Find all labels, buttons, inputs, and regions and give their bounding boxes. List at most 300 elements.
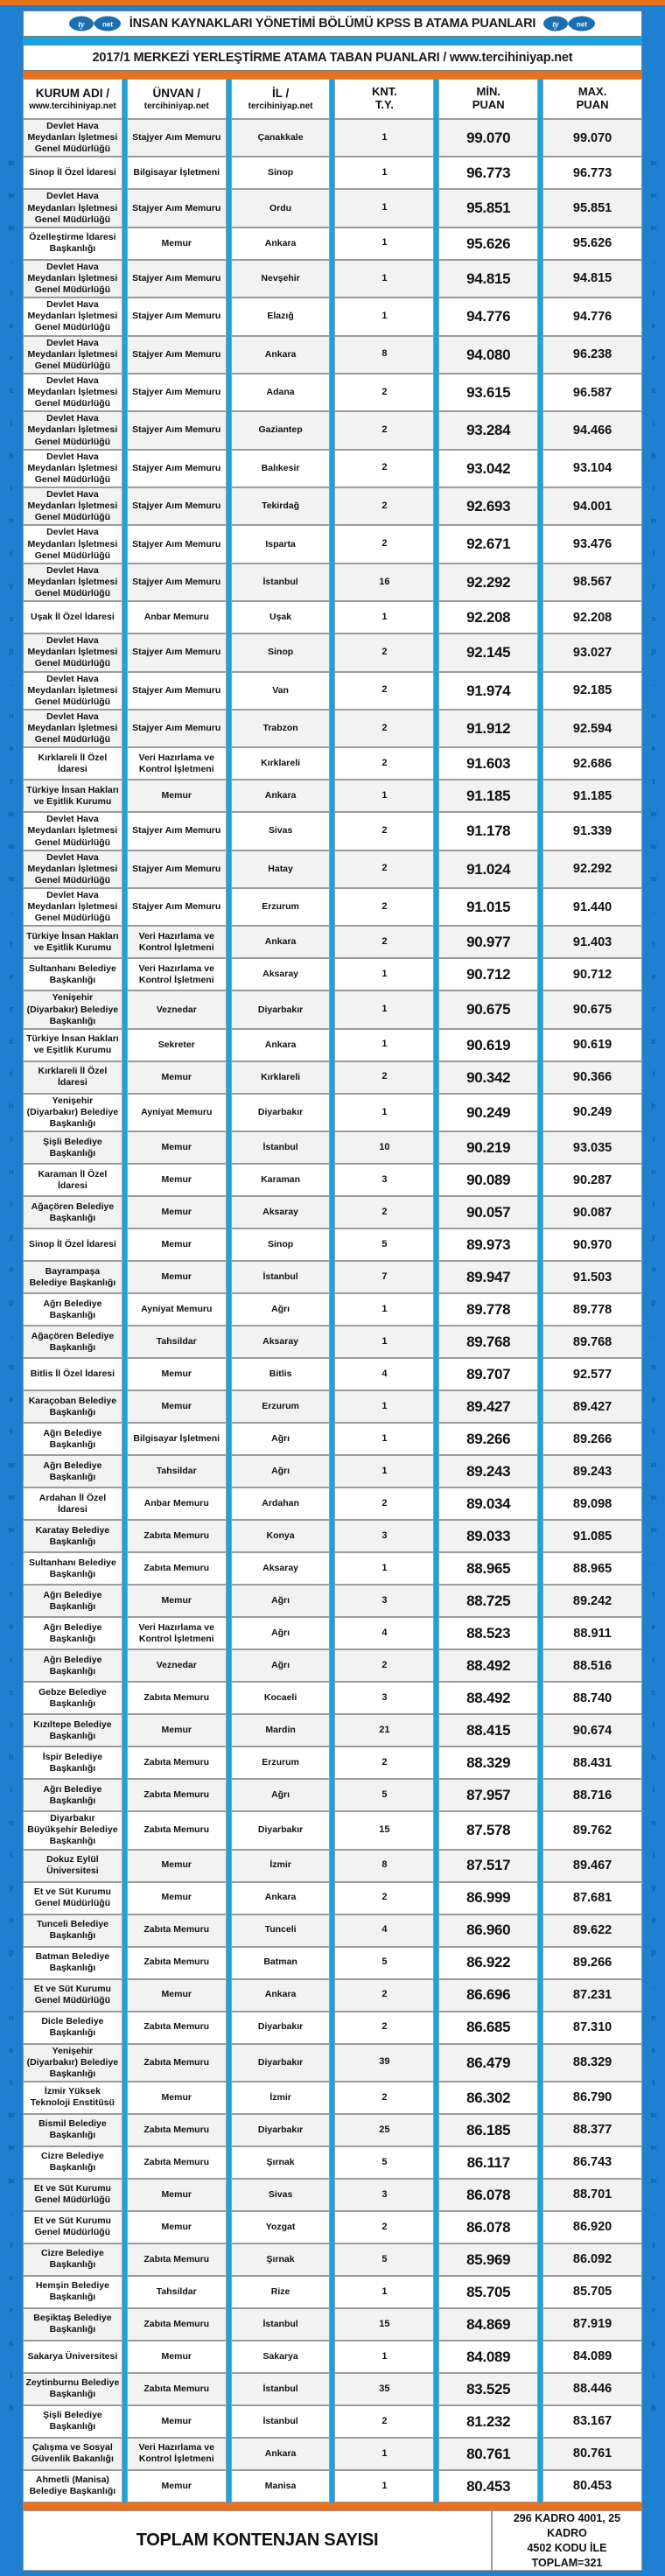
table-row (23, 260, 642, 298)
table-row (23, 1094, 642, 1131)
cell-unvan: Memur (127, 1882, 227, 1914)
cell-min-puan: 90.057 (438, 1196, 538, 1228)
cell-unvan: Stajyer Aım Memuru (127, 374, 227, 411)
cell-max-puan: 89.242 (542, 1585, 642, 1617)
cell-unvan: Anbar Memuru (127, 601, 227, 634)
table-row (23, 1617, 642, 1649)
watermark-letter: w (650, 223, 657, 233)
cell-min-puan: 85.705 (438, 2276, 538, 2308)
cell-max-puan: 93.104 (542, 450, 642, 487)
watermark-letter: i (10, 1720, 13, 1729)
table-row (23, 850, 642, 888)
watermark-letter: w (8, 841, 15, 850)
cell-kurum: Devlet Hava Meydanları İşletmesi Genel Müdürlüğü (23, 450, 122, 487)
cell-max-puan: 91.503 (542, 1261, 642, 1293)
watermark-letter: h (9, 451, 14, 460)
cell-kurum: Devlet Hava Meydanları İşletmesi Genel Müdürlüğü (23, 850, 122, 888)
cell-max-puan: 89.622 (542, 1914, 642, 1947)
watermark-letter: r (652, 1655, 655, 1664)
cell-kontenjan: 35 (334, 2373, 434, 2405)
table-row (23, 780, 642, 812)
total-value (492, 2510, 642, 2572)
cell-unvan: Memur (127, 1061, 227, 1094)
watermark-letter: n (9, 2012, 14, 2022)
svg-text:ty: ty (552, 20, 559, 30)
cell-il: Kırklareli (231, 747, 331, 780)
cell-max-puan: 93.476 (542, 525, 642, 563)
cell-unvan: Stajyer Aım Memuru (127, 710, 227, 747)
table-row (23, 1326, 642, 1358)
cell-kurum: Kırklareli İl Özel İdaresi (23, 1061, 122, 1094)
cell-min-puan: 84.869 (438, 2308, 538, 2341)
watermark-letter: . (10, 906, 13, 916)
cell-unvan: Zabıta Memuru (127, 1746, 227, 1779)
cell-unvan: Zabıta Memuru (127, 2012, 227, 2044)
cell-il: İstanbul (231, 564, 331, 601)
cell-min-puan: 89.427 (438, 1390, 538, 1423)
cell-kontenjan: 3 (334, 1682, 434, 1714)
unvan-main-label: ÜNVAN / (152, 86, 200, 100)
cell-min-puan: 94.815 (438, 260, 538, 298)
watermark-letter: r (652, 354, 655, 363)
cell-unvan: Zabıta Memuru (127, 1779, 227, 1811)
cell-kurum: Ağrı Belediye Başkanlığı (23, 1293, 122, 1326)
cell-kontenjan: 5 (334, 1228, 434, 1261)
cell-il: Ordu (231, 189, 331, 227)
cell-max-puan: 87.310 (542, 2012, 642, 2044)
cell-min-puan: 90.089 (438, 1164, 538, 1196)
cell-max-puan: 90.249 (542, 1094, 642, 1131)
watermark-letter: w (8, 874, 15, 884)
cell-max-puan: 89.762 (542, 1811, 642, 1849)
watermark-letter: c (651, 386, 656, 396)
cell-max-puan: 93.035 (542, 1131, 642, 1164)
cell-unvan: Stajyer Aım Memuru (127, 298, 227, 335)
watermark-letter: . (10, 1558, 13, 1567)
cell-max-puan: 95.626 (542, 228, 642, 260)
cell-min-puan: 89.973 (438, 1228, 538, 1261)
watermark-letter: e (9, 971, 14, 981)
watermark-letter: t (652, 1590, 655, 1600)
table-row (23, 564, 642, 601)
cell-max-puan: 88.911 (542, 1617, 642, 1649)
watermark-letter: t (10, 1590, 13, 1600)
cell-il: Manisa (231, 2470, 331, 2502)
cell-kurum: Özelleştirme İdaresi Başkanlığı (23, 228, 122, 260)
cell-il: Aksaray (231, 958, 331, 990)
watermark-letter: c (651, 2338, 656, 2348)
cell-il: Erzurum (231, 1746, 331, 1779)
cell-il: Şırnak (231, 2146, 331, 2179)
cell-max-puan: 88.716 (542, 1779, 642, 1811)
table-row (23, 2146, 642, 2179)
cell-unvan: Ayniyat Memuru (127, 1094, 227, 1131)
table-row (23, 1552, 642, 1585)
cell-min-puan: 87.517 (438, 1850, 538, 1882)
cell-il: Bitlis (231, 1358, 331, 1390)
cell-max-puan: 94.776 (542, 298, 642, 335)
watermark-letter: i (10, 1134, 13, 1144)
cell-unvan: Zabıta Memuru (127, 1914, 227, 1947)
cell-min-puan: 88.492 (438, 1649, 538, 1682)
watermark-letter: w (8, 1460, 15, 1469)
cell-kurum: Devlet Hava Meydanları İşletmesi Genel Müdürlüğü (23, 710, 122, 747)
table-row (23, 374, 642, 411)
cell-il: Isparta (231, 525, 331, 563)
watermark-letter: . (10, 1329, 13, 1339)
table-row (23, 2044, 642, 2082)
max-sub-label: PUAN (576, 98, 609, 111)
watermark-letter: e (9, 2273, 14, 2283)
cell-min-puan: 88.329 (438, 1746, 538, 1779)
cell-max-puan: 96.587 (542, 374, 642, 411)
cell-kontenjan: 1 (334, 1326, 434, 1358)
cell-unvan: Veri Hazırlama ve Kontrol İşletmeni (127, 1617, 227, 1649)
cell-max-puan: 83.167 (542, 2405, 642, 2438)
cell-kurum: Yenişehir (Diyarbakır) Belediye Başkanlığı (23, 2044, 122, 2082)
cell-min-puan: 88.523 (438, 1617, 538, 1649)
unvan-sub-label: tercihiniyap.net (144, 101, 209, 111)
cell-max-puan: 87.919 (542, 2308, 642, 2341)
cell-il: Elazığ (231, 298, 331, 335)
cell-max-puan: 92.208 (542, 601, 642, 634)
cell-il: Diyarbakır (231, 1811, 331, 1849)
watermark-letter: i (652, 1720, 655, 1729)
table-row (23, 710, 642, 747)
cell-il: Aksaray (231, 1196, 331, 1228)
cell-kontenjan: 39 (334, 2044, 434, 2082)
cell-kurum: Devlet Hava Meydanları İşletmesi Genel Müdürlüğü (23, 672, 122, 710)
watermark-letter: e (9, 320, 14, 330)
cell-il: Batman (231, 1947, 331, 1979)
cell-kurum: Et ve Süt Kurumu Genel Müdürlüğü (23, 1882, 122, 1914)
cell-il: Ankara (231, 2438, 331, 2470)
cell-max-puan: 91.185 (542, 780, 642, 812)
cell-kontenjan: 2 (334, 1979, 434, 2012)
cell-min-puan: 91.974 (438, 672, 538, 710)
cell-il: Sinop (231, 1228, 331, 1261)
watermark-letter: t (10, 939, 13, 948)
table-row (23, 2470, 642, 2502)
il-sub-label: tercihiniyap.net (248, 101, 313, 111)
cell-il: Erzurum (231, 1390, 331, 1423)
watermark-letter: i (652, 483, 655, 493)
cell-kurum: Ağrı Belediye Başkanlığı (23, 1585, 122, 1617)
cyan-divider (23, 37, 642, 45)
cell-unvan: Memur (127, 1850, 227, 1882)
cell-kurum: Ağaçören Belediye Başkanlığı (23, 1196, 122, 1228)
cell-il: Adana (231, 374, 331, 411)
cell-max-puan: 90.712 (542, 958, 642, 990)
watermark-letter: w (650, 1460, 657, 1469)
table-row (23, 1947, 642, 1979)
cell-min-puan: 90.712 (438, 958, 538, 990)
watermark-letter: i (10, 1069, 13, 1079)
cell-kurum: Ağaçören Belediye Başkanlığı (23, 1326, 122, 1358)
table-row (23, 450, 642, 487)
total-footer (23, 2510, 642, 2572)
cell-kurum: Devlet Hava Meydanları İşletmesi Genel Müdürlüğü (23, 189, 122, 227)
cell-kurum: Ağrı Belediye Başkanlığı (23, 1649, 122, 1682)
cell-kurum: Ardahan İl Özel İdaresi (23, 1488, 122, 1520)
table-row (23, 926, 642, 958)
cell-kontenjan: 2 (334, 1882, 434, 1914)
cell-kontenjan: 2 (334, 888, 434, 926)
cell-unvan: Zabıta Memuru (127, 2373, 227, 2405)
cell-min-puan: 86.479 (438, 2044, 538, 2082)
watermark-letter: p (9, 646, 14, 655)
cell-min-puan: 93.284 (438, 411, 538, 449)
cell-kurum: Ahmetli (Manisa) Belediye Başkanlığı (23, 2470, 122, 2502)
watermark-letter: n (9, 516, 14, 526)
cell-min-puan: 95.851 (438, 189, 538, 227)
cell-min-puan: 92.145 (438, 634, 538, 671)
cell-max-puan: 92.577 (542, 1358, 642, 1390)
watermark-letter: n (9, 1166, 14, 1176)
cell-max-puan: 88.431 (542, 1746, 642, 1779)
watermark-letter: i (10, 483, 13, 493)
cell-unvan: Ayniyat Memuru (127, 1293, 227, 1326)
cell-max-puan: 88.516 (542, 1649, 642, 1682)
cell-max-puan: 90.675 (542, 990, 642, 1028)
cell-min-puan: 86.078 (438, 2179, 538, 2211)
watermark-letter: e (651, 320, 656, 330)
cell-kontenjan: 3 (334, 2179, 434, 2211)
cell-max-puan: 90.287 (542, 1164, 642, 1196)
watermark-letter: w (650, 808, 657, 818)
cell-kontenjan: 8 (334, 1850, 434, 1882)
cell-kurum: Türkiye İnsan Hakları ve Eşitlik Kurumu (23, 1029, 122, 1061)
cell-il: Çanakkale (231, 119, 331, 157)
cell-kurum: Devlet Hava Meydanları İşletmesi Genel Müdürlüğü (23, 564, 122, 601)
cell-unvan: Memur (127, 2211, 227, 2244)
cell-kontenjan: 2 (334, 2082, 434, 2114)
cell-min-puan: 83.525 (438, 2373, 538, 2405)
cell-il: İstanbul (231, 2373, 331, 2405)
table-row (23, 525, 642, 563)
watermark-letter: i (10, 1200, 13, 1208)
cell-unvan: Zabıta Memuru (127, 1682, 227, 1714)
watermark-letter: h (9, 2403, 14, 2412)
cell-kurum: Devlet Hava Meydanları İşletmesi Genel Müdürlüğü (23, 374, 122, 411)
min-main-label: MİN. (476, 85, 500, 99)
cell-kurum: Bayrampaşa Belediye Başkanlığı (23, 1261, 122, 1293)
watermark-letter: n (651, 2012, 656, 2022)
cell-kontenjan: 2 (334, 525, 434, 563)
cell-kontenjan: 2 (334, 2012, 434, 2044)
cell-max-puan: 95.851 (542, 189, 642, 227)
cell-unvan: Stajyer Aım Memuru (127, 336, 227, 374)
cell-kontenjan: 1 (334, 601, 434, 634)
cell-min-puan: 86.078 (438, 2211, 538, 2244)
table-row (23, 2082, 642, 2114)
tynet-logo-right (542, 15, 597, 32)
table-row (23, 1131, 642, 1164)
cell-unvan: Memur (127, 1714, 227, 1746)
cell-unvan: Memur (127, 2179, 227, 2211)
cell-min-puan: 91.912 (438, 710, 538, 747)
watermark-letter: i (652, 1069, 655, 1079)
cell-unvan: Sekreter (127, 1029, 227, 1061)
watermark-letter: a (9, 613, 14, 623)
table-row (23, 1228, 642, 1261)
cell-il: Yozgat (231, 2211, 331, 2244)
cell-il: Ağrı (231, 1649, 331, 1682)
cell-kontenjan: 5 (334, 1779, 434, 1811)
cell-unvan: Memur (127, 1979, 227, 2012)
table-row (23, 601, 642, 634)
cell-max-puan: 88.329 (542, 2044, 642, 2082)
watermark-letter: n (651, 1817, 656, 1827)
watermark-letter: t (652, 2078, 655, 2088)
cell-min-puan: 94.776 (438, 298, 538, 335)
cell-max-puan: 89.467 (542, 1850, 642, 1882)
total-row (23, 2510, 642, 2572)
watermark-letter: n (9, 1362, 14, 1371)
watermark-letter: n (651, 1362, 656, 1371)
watermark-letter: e (9, 1395, 14, 1404)
table-row (23, 2211, 642, 2244)
cell-unvan: Stajyer Aım Memuru (127, 525, 227, 563)
cell-il: Ağrı (231, 1455, 331, 1488)
watermark-letter: w (650, 158, 657, 167)
cell-kurum: Devlet Hava Meydanları İşletmesi Genel Müdürlüğü (23, 812, 122, 850)
column-header-max (542, 79, 642, 119)
cell-il: Ankara (231, 780, 331, 812)
table-row (23, 1882, 642, 1914)
table-row (23, 487, 642, 525)
cell-kontenjan: 1 (334, 958, 434, 990)
cell-kurum: Devlet Hava Meydanları İşletmesi Genel Müdürlüğü (23, 411, 122, 449)
cell-unvan: Memur (127, 780, 227, 812)
cell-il: Diyarbakır (231, 2114, 331, 2146)
orange-divider-bottom (23, 2502, 642, 2510)
watermark-letter: c (9, 2338, 14, 2348)
watermark-letter: p (651, 1297, 656, 1306)
cell-min-puan: 89.266 (438, 1423, 538, 1455)
cell-kontenjan: 15 (334, 1811, 434, 1849)
watermark-letter: w (8, 223, 15, 233)
table-row (23, 672, 642, 710)
cell-unvan: Anbar Memuru (127, 1488, 227, 1520)
cell-il: Aksaray (231, 1326, 331, 1358)
total-value-line1: 296 KADRO 4001, 25 KADRO (513, 2511, 621, 2539)
cell-kurum: Sultanhanı Belediye Başkanlığı (23, 958, 122, 990)
watermark-letter: r (10, 2306, 13, 2315)
cell-kontenjan: 2 (334, 710, 434, 747)
table-row (23, 411, 642, 449)
cell-kontenjan: 5 (334, 2244, 434, 2276)
cell-il: İzmir (231, 2082, 331, 2114)
cell-min-puan: 91.024 (438, 850, 538, 888)
watermark-letter: t (652, 2241, 655, 2250)
cell-max-puan: 88.701 (542, 2179, 642, 2211)
cell-kurum: Ağrı Belediye Başkanlığı (23, 1423, 122, 1455)
cell-kontenjan: 2 (334, 1061, 434, 1094)
cell-max-puan: 94.466 (542, 411, 642, 449)
cell-unvan: Tahsildar (127, 1326, 227, 1358)
tynet-logo-left (68, 15, 122, 32)
cell-max-puan: 96.238 (542, 336, 642, 374)
subtitle: 2017/1 MERKEZİ YERLEŞTİRME ATAMA TABAN PUANLARI / www.tercihiniyap.net (92, 51, 573, 65)
cell-max-puan: 92.292 (542, 850, 642, 888)
cell-unvan: Memur (127, 2082, 227, 2114)
cell-kontenjan: 4 (334, 1617, 434, 1649)
cell-max-puan: 89.243 (542, 1455, 642, 1488)
cell-kurum: Şişli Belediye Başkanlığı (23, 2405, 122, 2438)
watermark-letter: . (652, 1329, 655, 1339)
watermark-letter: y (9, 1882, 14, 1892)
cell-min-puan: 92.693 (438, 487, 538, 525)
cell-min-puan: 88.725 (438, 1585, 538, 1617)
watermark-letter: t (10, 2241, 13, 2250)
cell-min-puan: 91.015 (438, 888, 538, 926)
watermark-letter: n (651, 516, 656, 526)
min-sub-label: PUAN (472, 98, 505, 111)
watermark-letter: i (10, 418, 13, 428)
table-row (23, 1488, 642, 1520)
cell-unvan: Stajyer Aım Memuru (127, 888, 227, 926)
table-row (23, 1979, 642, 2012)
cell-il: Şırnak (231, 2244, 331, 2276)
blue-frame (0, 5, 665, 2576)
cell-kurum: Devlet Hava Meydanları İşletmesi Genel Müdürlüğü (23, 119, 122, 157)
table-row (23, 1649, 642, 1682)
watermark-letter: e (651, 1622, 656, 1632)
cell-kontenjan: 1 (334, 1293, 434, 1326)
watermark-letter: e (9, 2045, 14, 2054)
cell-kontenjan: 2 (334, 411, 434, 449)
watermark-letter: h (651, 1102, 656, 1111)
table-row (23, 1779, 642, 1811)
cell-kontenjan: 1 (334, 1423, 434, 1455)
watermark-letter: t (10, 776, 13, 786)
cell-min-puan: 86.696 (438, 1979, 538, 2012)
cell-il: Sivas (231, 2179, 331, 2211)
watermark-letter: t (10, 2078, 13, 2088)
watermark-letter: . (10, 2208, 13, 2217)
cell-max-puan: 86.920 (542, 2211, 642, 2244)
cell-unvan: Veri Hazırlama ve Kontrol İşletmeni (127, 958, 227, 990)
watermark-letter: w (8, 1524, 15, 1534)
cell-kontenjan: 2 (334, 672, 434, 710)
watermark-letter: y (9, 581, 14, 591)
cell-unvan: Stajyer Aım Memuru (127, 812, 227, 850)
table-row (23, 2405, 642, 2438)
cell-min-puan: 88.965 (438, 1552, 538, 1585)
cell-max-puan: 89.266 (542, 1423, 642, 1455)
cell-kontenjan: 16 (334, 564, 434, 601)
cell-il: Tunceli (231, 1914, 331, 1947)
cell-il: Nevşehir (231, 260, 331, 298)
cell-il: Van (231, 672, 331, 710)
watermark-letter: i (652, 1850, 655, 1859)
cell-kurum: Devlet Hava Meydanları İşletmesi Genel Müdürlüğü (23, 298, 122, 335)
cell-il: Gaziantep (231, 411, 331, 449)
svg-text:net: net (577, 20, 588, 29)
table-row (23, 812, 642, 850)
knt-sub-label: T.Y. (374, 98, 394, 111)
cell-unvan: Memur (127, 1358, 227, 1390)
watermark-letter: a (9, 1264, 14, 1274)
cell-kurum: Tunceli Belediye Başkanlığı (23, 1914, 122, 1947)
cell-unvan: Memur (127, 2470, 227, 2502)
cell-min-puan: 86.960 (438, 1914, 538, 1947)
cell-kurum: Çalışma ve Sosyal Güvenlik Bakanlığı (23, 2438, 122, 2470)
watermark-letter: e (651, 2273, 656, 2283)
cell-kurum: Ağrı Belediye Başkanlığı (23, 1617, 122, 1649)
cell-kurum: Batman Belediye Başkanlığı (23, 1947, 122, 1979)
